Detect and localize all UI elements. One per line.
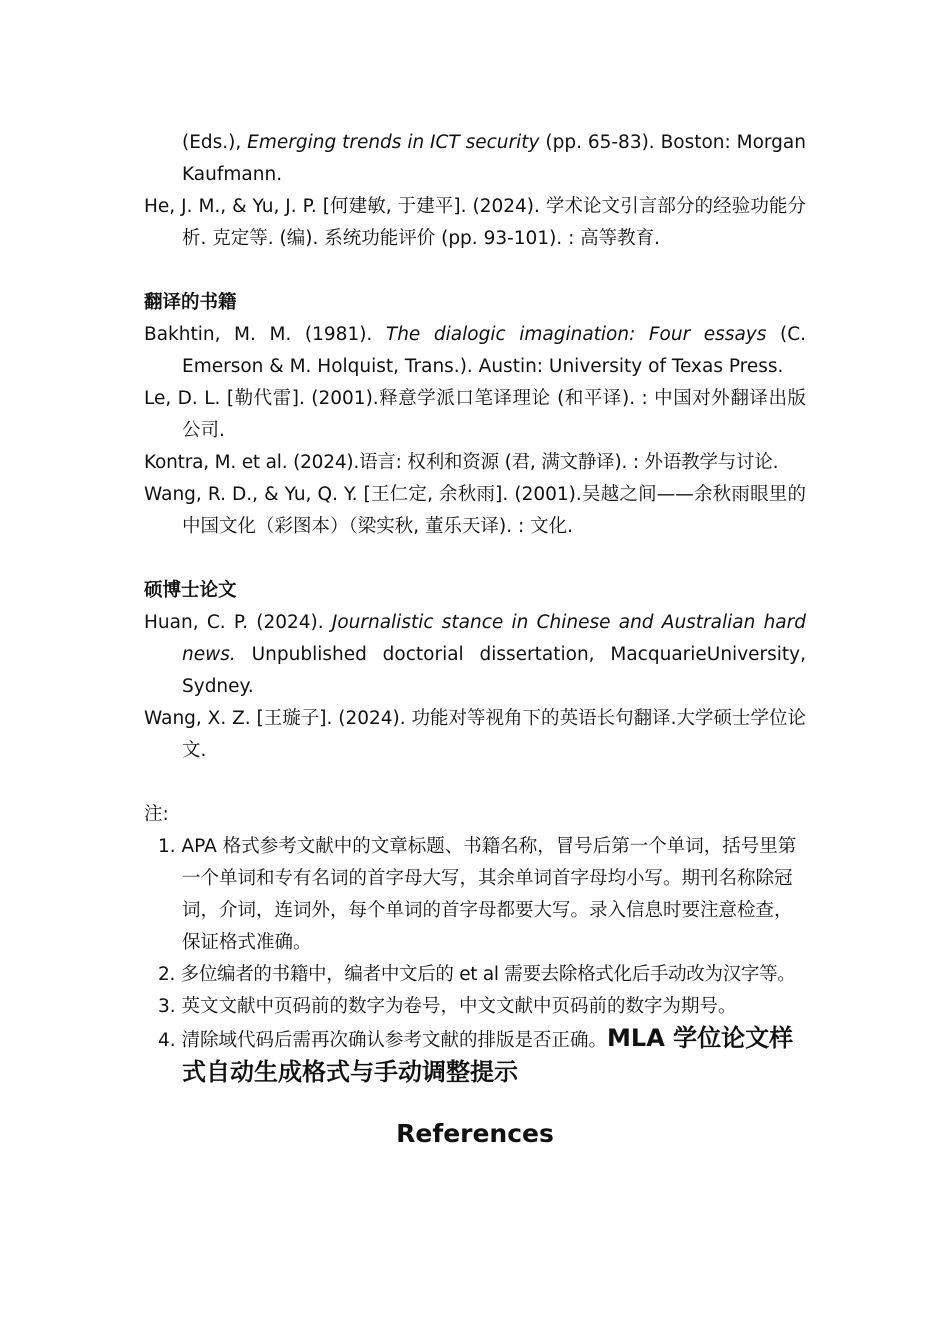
ref-text: Unpublished doctorial dissertation, MacquarieUniversity, Sydney. — [182, 644, 806, 697]
ref-text: Bakhtin, M. M. (1981). — [144, 324, 386, 345]
reference-entry-continued — [182, 127, 806, 191]
note-text: 4. 清除域代码后需再次确认参考文献的排版是否正确。 — [158, 1030, 608, 1051]
reference-entry-bakhtin — [144, 319, 806, 383]
note-item-with-heading — [158, 1023, 806, 1091]
notes-label: 注: — [144, 804, 169, 825]
note-item: 3. 英文文献中页码前的数字为卷号，中文文献中页码前的数字为期号。 — [158, 996, 737, 1017]
ref-text: (pp. 65-83). Boston: Morgan Kaufmann. — [182, 132, 806, 185]
reference-entry-wang-xz — [144, 703, 806, 767]
ref-italic-title: Emerging trends in ICT security — [247, 132, 540, 153]
ref-text: (C. Emerson & M. Holquist, Trans.). Austin: University of Texas Press. — [182, 324, 806, 377]
section-heading-theses: 硕博士论文 — [144, 580, 237, 601]
document-page — [144, 127, 806, 1151]
ref-text: 大学硕士学位论文. — [182, 708, 806, 761]
ref-italic-title: Journalistic stance in Chinese and Australian hard news. — [182, 612, 806, 665]
reference-entry-wang-rd: Wang, R. D., & Yu, Q. Y. [王仁定, 余秋雨]. (2001).吴越之间——余秋雨眼里的中国文化（彩图本）（梁实秋, 董乐天译). : 文化. — [144, 484, 806, 537]
reference-entry-kontra: Kontra, M. et al. (2024).语言: 权利和资源 (君, 满文静译). : 外语教学与讨论. — [144, 452, 779, 473]
note-item: 2. 多位编者的书籍中，编者中文后的 et al 需要去除格式化后手动改为汉字等。 — [158, 964, 796, 985]
reference-entry-le: Le, D. L. [勒代雷]. (2001).释意学派口笔译理论 (和平译). : 中国对外翻译出版公司. — [144, 388, 806, 441]
reference-entry-he: He, J. M., & Yu, J. P. [何建敏, 于建平]. (2024). 学术论文引言部分的经验功能分析. 克定等. (编). 系统功能评价 (pp. 93-101). : 高等教育. — [144, 196, 806, 249]
note-item: 1. APA 格式参考文献中的文章标题、书籍名称，冒号后第一个单词，括号里第一个单词和专有名词的首字母大写，其余单词首字母均小写。期刊名称除冠词，介词，连词外，每个单词的首字母都要大写。录入信息时要注意检查，保证格式准确。 — [158, 836, 797, 953]
section-heading-translated-books: 翻译的书籍 — [144, 292, 237, 313]
mla-section-heading: MLA 学位论文样式自动生成格式与手动调整提示 — [182, 1024, 794, 1086]
ref-text: Huan, C. P. (2024). — [144, 612, 332, 633]
references-title: References — [396, 1119, 554, 1148]
ref-italic-title: The dialogic imagination: Four essays — [385, 324, 767, 345]
ref-text: Wang, X. Z. [王璇子]. (2024). 功能对等视角下的英语长句翻译. — [144, 708, 677, 729]
reference-entry-huan — [144, 607, 806, 703]
ref-text: (Eds.), — [182, 132, 248, 153]
